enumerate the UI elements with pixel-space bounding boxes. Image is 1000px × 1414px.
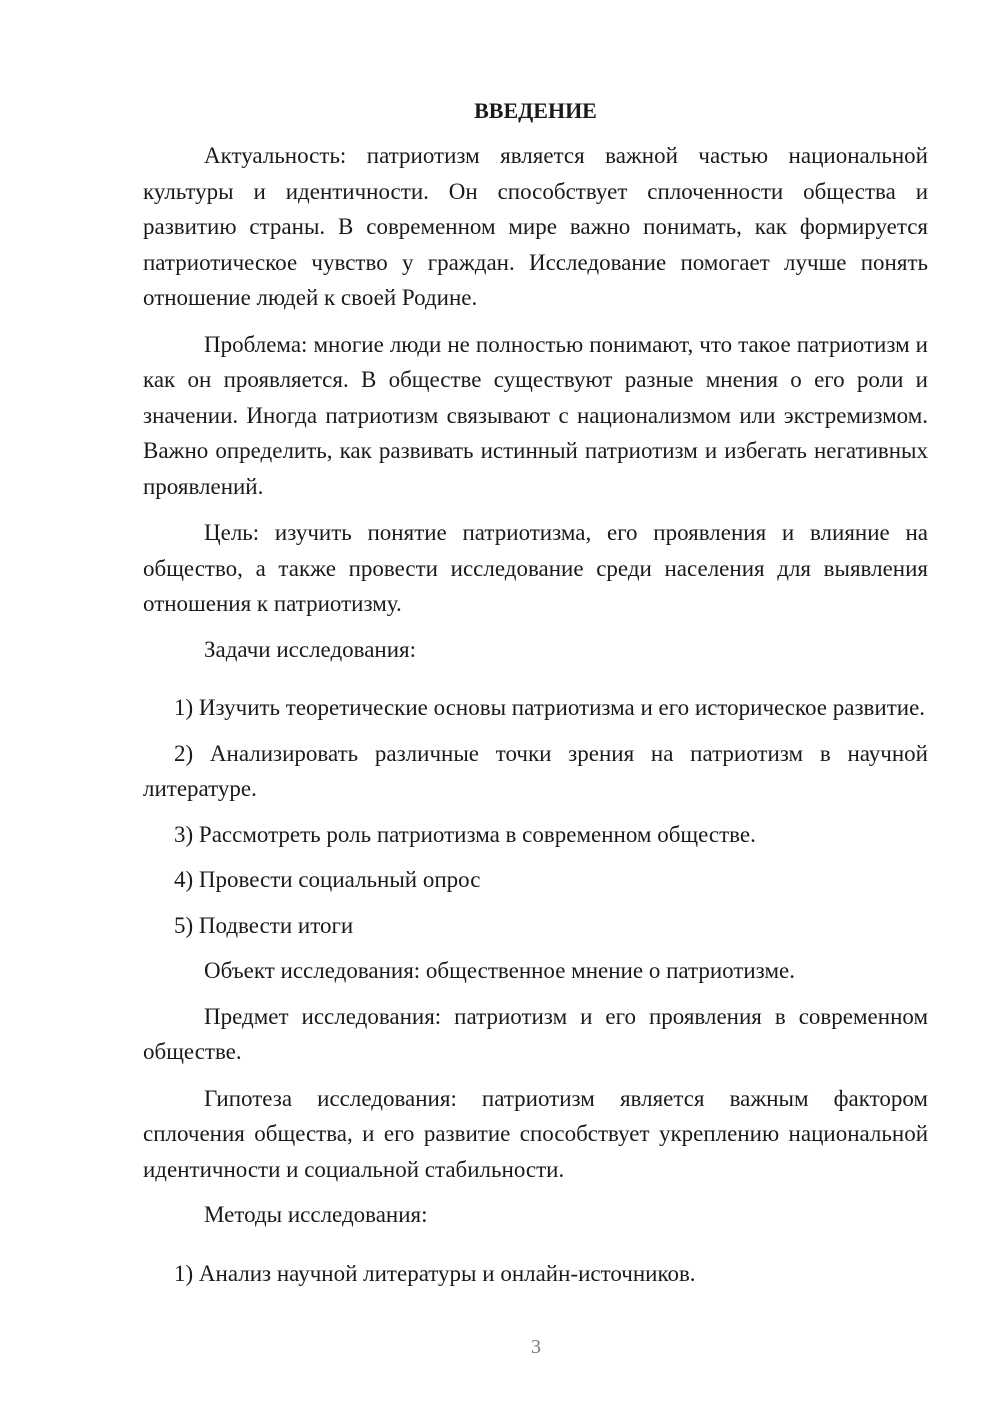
section-heading: ВВЕДЕНИЕ [474,98,597,123]
method-item-1: 1) Анализ научной литературы и онлайн-источников. [174,1260,696,1286]
relevance-paragraph: Актуальность: патриотизм является важной частью национальной культуры и идентичности. Он способствует сплоченности общества и развитию страны. В современном мире важно понимать, как формируется патриотическое чувство у граждан. Исследование помогает лучше понять отношение людей к своей Родине. [143,143,928,310]
hypothesis-paragraph: Гипотеза исследования: патриотизм является важным фактором сплочения общества, и его развитие способствует укреплению национальной идентичности и социальной стабильности. [143,1085,928,1182]
tasks-title: Задачи исследования: [204,636,417,662]
methods-title: Методы исследования: [204,1202,428,1227]
page-number: 3 [531,1336,541,1358]
page-content [143,96,928,1291]
task-item-2: 2) Анализировать различные точки зрения на патриотизм в научной литературе. [143,740,928,801]
object-paragraph: Объект исследования: общественное мнение о патриотизме. [204,958,795,983]
problem-paragraph: Проблема: многие люди не полностью понимают, что такое патриотизм и как он проявляется. В обществе существуют разные мнения о его роли и значении. Иногда патриотизм связывают с национализмом или экстремизмом. Важно определить, как развивать истинный патриотизм и избегать негативных проявлений. [143,331,928,499]
goal-paragraph: Цель: изучить понятие патриотизма, его проявления и влияние на общество, а также провести исследование среди населения для выявления отношения к патриотизму. [143,520,928,616]
task-item-4: 4) Провести социальный опрос [174,867,481,892]
task-item-3: 3) Рассмотреть роль патриотизма в современном обществе. [174,821,756,847]
subject-paragraph: Предмет исследования: патриотизм и его проявления в современном обществе. [143,1003,928,1064]
task-item-5: 5) Подвести итоги [174,912,354,938]
task-item-1: 1) Изучить теоретические основы патриотизма и его историческое развитие. [174,695,926,720]
